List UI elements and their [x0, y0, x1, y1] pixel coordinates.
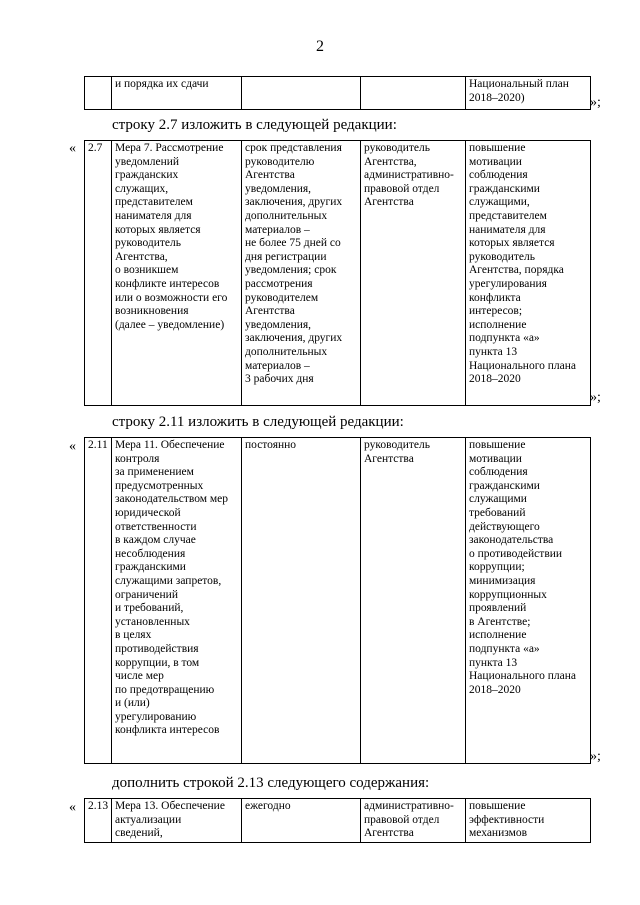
- cell-text: срок представления руководителю Агентства уведомления, заключения, других дополнительных материалов – не более 75 дней со дня регистрации уведомления; срок рассмотрения руководителем Агентства уведомления, заключения, других дополнительных материалов – 3 рабочих дня: [245, 142, 343, 386]
- cell-number: [85, 438, 112, 764]
- cell-term: [242, 438, 361, 764]
- cell-term: [242, 77, 361, 110]
- cell-text: Мера 11. Обеспечение контроля за применением предусмотренных законодательством мер юридической ответственности в каждом случае несоблюдения гражданскими служащими запретов, ограничений и требований, установленных в целях противодействия коррупции, в том числе мер по предотвращению и (или) урегулированию конфликта интересов: [115, 439, 229, 737]
- cell-result: [466, 141, 591, 406]
- cell-text: Мера 7. Рассмотрение уведомлений гражданских служащих, представителем нанимателя для которых является руководитель Агентства, о возникшем конфликте интересов или о возможности его возникновения (далее – уведомление): [115, 142, 228, 331]
- cell-text: Мера 13. Обеспечение актуализации сведений,: [115, 800, 225, 840]
- instruction-2-7: строку 2.7 изложить в следующей редакции:: [112, 117, 397, 133]
- cell-text: 2.13: [88, 800, 109, 812]
- cell-measure: [112, 77, 242, 110]
- opening-quote: «: [69, 439, 76, 454]
- cell-measure: [112, 438, 242, 764]
- cell-result: [466, 799, 591, 843]
- cell-text: повышение эффективности механизмов: [469, 800, 545, 840]
- table-row-2-13: [84, 798, 591, 843]
- cell-text: руководитель Агентства, административно- правовой отдел Агентства: [364, 142, 454, 209]
- closing-quote: »;: [590, 95, 601, 110]
- cell-number: [85, 77, 112, 110]
- cell-responsible: [361, 77, 466, 110]
- cell-measure: [112, 799, 242, 843]
- cell-text: и порядка их сдачи: [115, 78, 209, 90]
- closing-quote: »;: [590, 390, 601, 405]
- opening-quote: «: [69, 141, 76, 156]
- cell-responsible: [361, 438, 466, 764]
- cell-measure: [112, 141, 242, 406]
- cell-text: повышение мотивации соблюдения гражданскими служащими, представителем нанимателя для которых является руководитель Агентства, порядка урегулирования конфликта интересов; исполнение подпункта «а» пункта 13 Национального плана 2018–2020: [469, 142, 577, 386]
- cell-text: административно- правовой отдел Агентства: [364, 800, 454, 840]
- cell-text: 2.7: [88, 142, 103, 154]
- page-number: 2: [316, 38, 324, 55]
- table-row: [85, 141, 591, 406]
- instruction-2-13: дополнить строкой 2.13 следующего содержания:: [112, 775, 430, 791]
- cell-text: повышение мотивации соблюдения гражданскими служащими требований действующего законодательства о противодействии коррупции; минимизация коррупционных проявлений в Агентстве; исполнение подпункта «а» пункта 13 Национального плана 2018–2020: [469, 439, 577, 696]
- cell-text: 2.11: [88, 439, 108, 451]
- table-row-2-11: [84, 437, 591, 764]
- table-row: [85, 799, 591, 843]
- table-continuation: [84, 76, 591, 110]
- cell-number: [85, 799, 112, 843]
- instruction-2-11: строку 2.11 изложить в следующей редакции:: [112, 414, 404, 430]
- cell-responsible: [361, 141, 466, 406]
- cell-responsible: [361, 799, 466, 843]
- cell-result: [466, 77, 591, 110]
- cell-text: руководитель Агентства: [364, 439, 430, 465]
- table-row: [85, 77, 591, 110]
- cell-term: [242, 141, 361, 406]
- cell-result: [466, 438, 591, 764]
- table-row: [85, 438, 591, 764]
- cell-text: ежегодно: [245, 800, 291, 812]
- cell-text: Национальный план 2018–2020): [469, 78, 569, 104]
- opening-quote: «: [69, 800, 76, 815]
- closing-quote: »;: [590, 749, 601, 764]
- table-row-2-7: [84, 140, 591, 406]
- cell-term: [242, 799, 361, 843]
- cell-number: [85, 141, 112, 406]
- cell-text: постоянно: [245, 439, 297, 451]
